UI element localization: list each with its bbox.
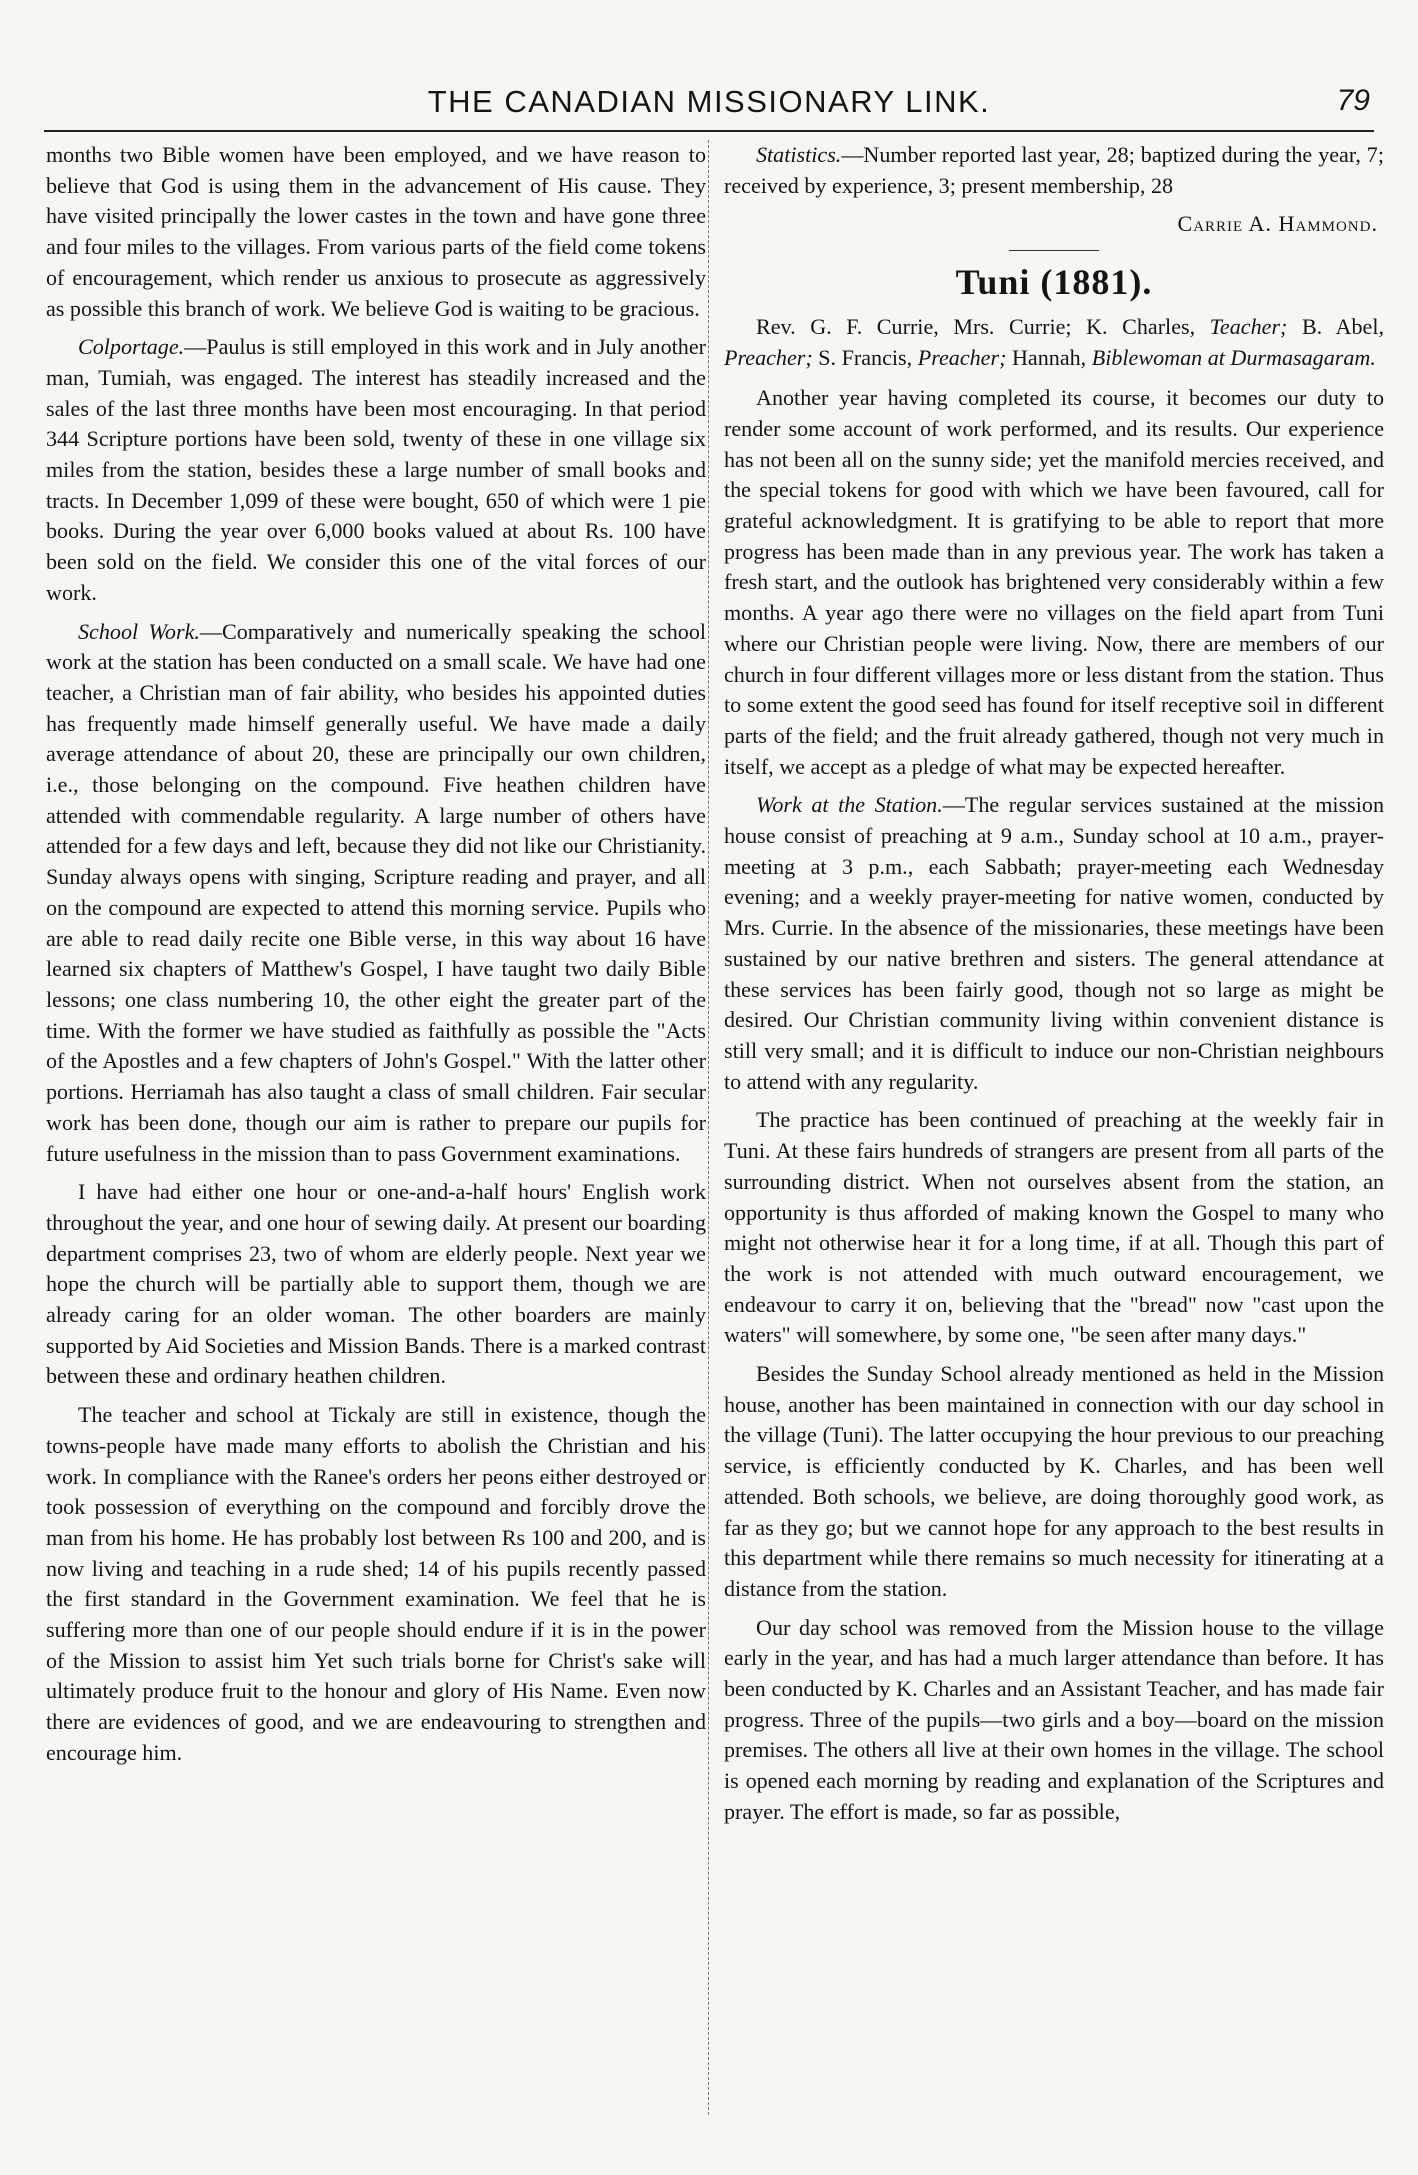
paragraph-sunday-school: Besides the Sunday School already mentioned as held in the Mission house, another has been maintained in connection with our day school in the village (Tuni). The latter occupying the hour previous to our preaching service, is efficiently conducted by K. Charles, and has been well attended. Both schools, we believe, are doing thoroughly good work, as far as they go; but we cannot hope for any approach to the best results in this department while there remains so much necessity for itinerating at a distance from the station. [724, 1361, 1384, 1601]
staff-list [724, 312, 1384, 373]
column-divider [708, 140, 709, 2115]
paragraph-school-work [46, 617, 706, 1170]
staff-role-1: Teacher; [1209, 313, 1288, 339]
section-title: Tuni (1881). [955, 262, 1153, 303]
school-work-heading: School Work. [78, 618, 200, 644]
statistics-heading: Statistics. [756, 142, 842, 167]
paragraph-day-school: Our day school was removed from the Mission house to the village early in the year, and has had a much larger attendance than before. It has been conducted by K. Charles and an Assistant Teacher, and has made fair progress. Three of the pupils—two girls and a boy—board on the mission premises. The others all live at their own homes in the village. The school is opened each morning by reading and explanation of the Scriptures and prayer. The effort is made, so far as possible, [724, 1614, 1384, 1824]
school-work-text: —Comparatively and numerically speaking the school work at the station has been conducted on a small scale. We have had one teacher, a Christian man of fair ability, who besides his appointed duties has frequently made himself generally useful. We have made a daily average attendance of about 20, these are principally our own children, i.e., those belonging on the compound. Five heathen children have attended with commendable regularity. A large number of others have attended for a few days and left, because they did not like our Christianity. Sunday always opens with singing, Scripture reading and prayer, and all on the compound are expected to attend this morning service. Pupils who are able to read daily recite one Bible verse, in this way about 16 have learned six chapters of Matthew's Gospel, I have taught two daily Bible lessons; one class numbering 10, the other eight the greater part of the time. With the former we have studied as faithfully as possible the "Acts of the Apostles and a few chapters of John's Gospel." With the latter other portions. Herriamah has also taught a class of small children. Fair secular work has been done, though our aim is rather to prepare our pupils for future usefulness in the mission than to pass Government examinations. [46, 618, 706, 1166]
paragraph-english-work: I have had either one hour or one-and-a-half hours' English work throughout the year, and one hour of sewing daily. At present our boarding department comprises 23, two of whom are elderly people. Next year we hope the church will be partially able to support them, though we are already caring for an older woman. The other boarders are mainly supported by Aid Societies and Mission Bands. There is a marked contrast between these and ordinary heathen children. [46, 1179, 706, 1389]
page-number: 79 [1336, 84, 1370, 117]
paragraph-work-at-station [724, 790, 1384, 1097]
signature: Carrie A. Hammond. [1177, 211, 1378, 237]
statistics-text: —Number reported last year, 28; baptized during the year, 7; received by experience, 3; present membership, 28 [724, 142, 1384, 198]
paragraph-tickaly: The teacher and school at Tickaly are still in existence, though the towns-people have made many efforts to abolish the Christian and his work. In compliance with the Ranee's orders her peons either destroyed or took possession of everything on the compound and forcibly drove the man from his home. He has probably lost between Rs 100 and 200, and is now living and teaching in a rude shed; 14 of his pupils recently passed the first standard in the Government examination. We feel that he is suffering more than one of our people should endure if it is in the power of the Mission to assist him Yet such trials borne for Christ's sake will ultimately produce fruit to the honour and glory of His Name. Even now there are evidences of good, and we are endeavouring to strengthen and encourage him. [46, 1402, 706, 1765]
staff-role-3: Preacher; [917, 344, 1007, 370]
section-rule [1009, 250, 1099, 251]
paragraph-statistics [724, 140, 1384, 201]
staff-text-1: Rev. G. F. Currie, Mrs. Currie; K. Charles, [756, 313, 1210, 339]
right-column [724, 140, 1384, 1836]
staff-text-3: S. Francis, [812, 344, 918, 370]
page-header [44, 80, 1374, 132]
paragraph-another-year: Another year having completed its course, it becomes our duty to render some account of work performed, and its results. Our experience has not been all on the sunny side; yet the manifold mercies received, and the special tokens for good with which we have been favoured, call for grateful acknowledgment. It is gratifying to be able to report that more progress has been made than in any previous year. The work has taken a fresh start, and the outlook has brightened very considerably within a few months. A year ago there were no villages on the field apart from Tuni where our Christian people were living. Now, there are members of our church in four different villages more or less distant from the station. Thus to some extent the good seed has found for itself receptive soil in different parts of the field; and the fruit already gathered, though not very much in itself, we accept as a pledge of what may be expected hereafter. [724, 385, 1384, 779]
work-at-station-heading: Work at the Station. [756, 792, 943, 818]
work-at-station-text: —The regular services sustained at the mission house consist of preaching at 9 a.m., Sunday school at 10 a.m., prayer-meeting at 3 p.m., each Sabbath; prayer-meeting each Wednesday evening; and a weekly prayer-meeting for native women, conducted by Mrs. Currie. In the absence of the missionaries, these meetings have been sustained by our native brethren and sisters. The general attendance at these services has been fairly good, though not so large as might be desired. Our Christian community living within convenient distance is still very small; and it is difficult to induce our non-Christian neighbours to attend with any regularity. [724, 792, 1385, 1094]
staff-role-4: Biblewoman at Durmasagaram. [1091, 344, 1376, 370]
colportage-heading: Colportage. [78, 334, 185, 360]
staff-text-4: Hannah, [1006, 344, 1092, 370]
staff-text-2: B. Abel, [1287, 313, 1384, 339]
left-column [46, 140, 706, 1777]
paragraph-colportage [46, 332, 706, 608]
staff-role-2: Preacher; [724, 344, 813, 370]
running-title: THE CANADIAN MISSIONARY LINK. [427, 84, 991, 119]
paragraph-weekly-fair: The practice has been continued of preaching at the weekly fair in Tuni. At these fairs hundreds of strangers are present from all parts of the surrounding district. When not ourselves absent from the station, an opportunity is thus afforded of making known the Gospel to many who might not otherwise hear it for a long time, if at all. Though this part of the work is not attended with much outward encouragement, we endeavour to carry it on, believing that the "bread" now "cast upon the waters" will somewhere, by some one, "be seen after many days." [724, 1107, 1384, 1348]
paragraph-bible-women: months two Bible women have been employed, and we have reason to believe that God is using them in the advancement of His cause. They have visited principally the lower castes in the town and have gone three and four miles to the villages. From various parts of the field come tokens of encouragement, which render us anxious to prosecute as aggressively as possible this branch of work. We believe God is waiting to be gracious. [46, 142, 706, 321]
colportage-text: —Paulus is still employed in this work and in July another man, Tumiah, was engaged. The interest has steadily increased and the sales of the last three months have been most encouraging. In that period 344 Scripture portions have been sold, twenty of these in one village six miles from the station, besides these a large number of small books and tracts. In December 1,099 of these were bought, 650 of which were 1 pie books. During the year over 6,000 books valued at about Rs. 100 have been sold on the field. We consider this one of the vital forces of our work. [46, 334, 706, 605]
